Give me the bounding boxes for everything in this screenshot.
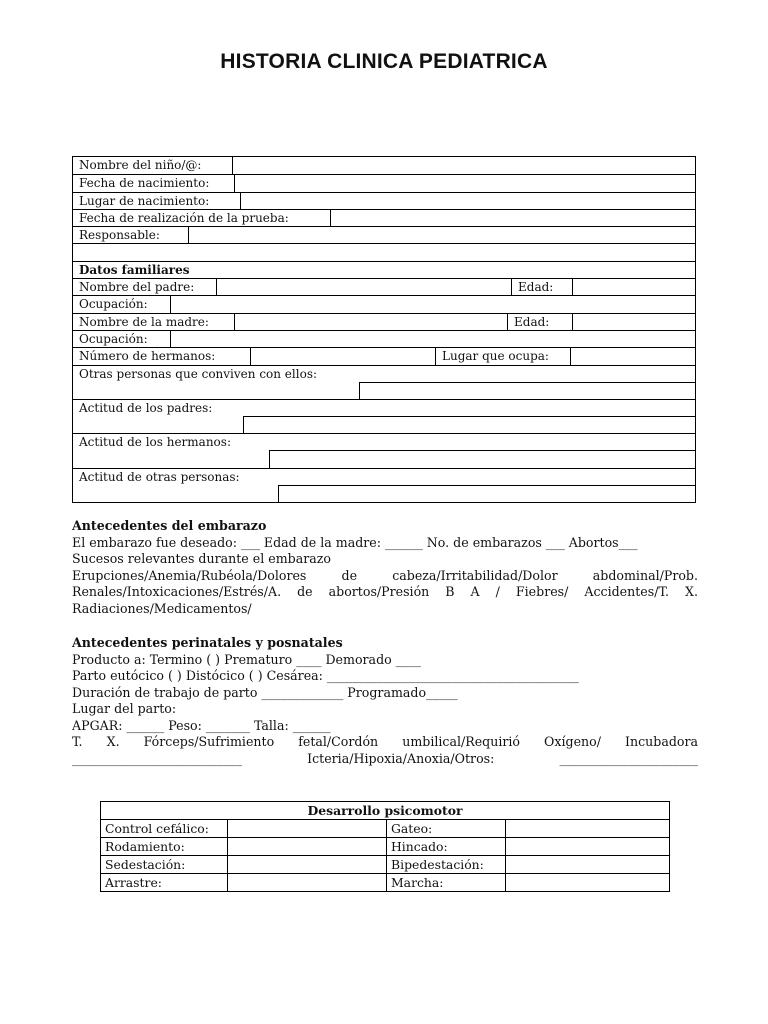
pregnancy-events-list[interactable]: Erupciones/Anemia/Rubéola/Dolores de cabeza/Irritabilidad/Dolor abdominal/Prob. Renales/Intoxicaciones/Estrés/A. de abortos/Presión B A / Fiebres/ Accidentes/T. X. (72, 567, 698, 599)
mother-row (73, 313, 695, 330)
marcha-field[interactable] (506, 874, 670, 892)
father-name-field[interactable] (217, 279, 511, 295)
gateo-field[interactable] (506, 820, 670, 838)
table-row (101, 838, 670, 856)
rodamiento-field[interactable] (228, 838, 387, 856)
others-attitude-row (73, 468, 695, 502)
page-title: HISTORIA CLINICA PEDIATRICA (220, 50, 548, 73)
parents-attitude-label: Actitud de los padres: (79, 400, 213, 415)
patient-data-form (72, 156, 696, 503)
responsible-row (73, 226, 695, 243)
others-attitude-field[interactable] (278, 485, 695, 502)
blank-row (73, 243, 695, 260)
birth-place-row (73, 192, 695, 209)
arrastre-label: Arrastre: (101, 874, 228, 892)
test-date-label: Fecha de realización de la prueba: (73, 210, 331, 226)
perinatal-line-2[interactable]: Parto eutócico ( ) Distócico ( ) Cesárea: ________________________________________ (72, 668, 579, 683)
cohabitants-label: Otras personas que conviven con ellos: (79, 366, 318, 381)
table-row (101, 874, 670, 892)
mother-occupation-field[interactable] (171, 331, 695, 347)
control-cefalico-label: Control cefálico: (101, 820, 228, 838)
perinatal-line-1[interactable]: Producto a: Termino ( ) Prematuro ____ Demorado ____ (72, 651, 421, 667)
birth-date-field[interactable] (235, 175, 695, 191)
perinatal-section (72, 635, 698, 767)
father-age-label: Edad: (511, 279, 573, 295)
birth-date-label: Fecha de nacimiento: (73, 175, 235, 191)
perinatal-line-5[interactable]: APGAR: ______ Peso: _______ Talla: ______ (72, 717, 331, 733)
psychomotor-heading: Desarrollo psicomotor (101, 802, 670, 820)
father-occupation-row (73, 295, 695, 312)
pregnancy-heading: Antecedentes del embarazo (72, 518, 267, 533)
parents-attitude-row (73, 399, 695, 433)
perinatal-line-4[interactable]: Lugar del parto: (72, 701, 177, 716)
birth-place-label: Lugar de nacimiento: (73, 193, 241, 209)
birth-order-field[interactable] (571, 348, 695, 364)
siblings-attitude-row (73, 433, 695, 467)
test-date-field[interactable] (331, 210, 695, 226)
table-row (101, 820, 670, 838)
siblings-row (73, 347, 695, 364)
mother-age-field[interactable] (573, 314, 695, 330)
table-row (101, 856, 670, 874)
siblings-count-field[interactable] (251, 348, 435, 364)
arrastre-field[interactable] (228, 874, 387, 892)
bipedestacion-label: Bipedestación: (387, 856, 506, 874)
perinatal-line-6[interactable]: T. X. Fórceps/Sufrimiento fetal/Cordón umbilical/Requirió Oxígeno/ Incubadora ___________________________ Icteria/Hipoxia/Anoxia/Otros: ______________________ (72, 734, 698, 766)
child-name-label: Nombre del niño/@: (73, 157, 233, 174)
pregnancy-line-4[interactable]: Radiaciones/Medicamentos/ (72, 600, 252, 616)
others-attitude-label: Actitud de otras personas: (79, 469, 240, 484)
gateo-label: Gateo: (387, 820, 506, 838)
child-name-row (73, 157, 695, 174)
bipedestacion-field[interactable] (506, 856, 670, 874)
perinatal-line-3[interactable]: Duración de trabajo de parto _____________ Programado_____ (72, 684, 458, 700)
sedestacion-label: Sedestación: (101, 856, 228, 874)
father-age-field[interactable] (573, 279, 695, 295)
pregnancy-line-2: Sucesos relevantes durante el embarazo (72, 551, 331, 566)
birth-date-row (73, 174, 695, 191)
cohabitants-row (73, 365, 695, 399)
hincado-field[interactable] (506, 838, 670, 856)
marcha-label: Marcha: (387, 874, 506, 892)
perinatal-heading: Antecedentes perinatales y posnatales (72, 635, 343, 650)
child-name-field[interactable] (233, 157, 695, 174)
mother-occupation-label: Ocupación: (73, 331, 171, 347)
father-occupation-label: Ocupación: (73, 296, 171, 312)
siblings-attitude-label: Actitud de los hermanos: (79, 435, 231, 450)
siblings-attitude-field[interactable] (269, 450, 695, 467)
family-heading: Datos familiares (79, 262, 190, 277)
mother-age-label: Edad: (507, 314, 573, 330)
psychomotor-header-row (101, 802, 670, 820)
control-cefalico-field[interactable] (228, 820, 387, 838)
father-name-label: Nombre del padre: (73, 279, 217, 295)
rodamiento-label: Rodamiento: (101, 838, 228, 856)
father-row (73, 278, 695, 295)
siblings-count-label: Número de hermanos: (73, 348, 251, 364)
hincado-label: Hincado: (387, 838, 506, 856)
birth-place-field[interactable] (241, 193, 695, 209)
cohabitants-field[interactable] (359, 382, 695, 399)
father-occupation-field[interactable] (171, 296, 695, 312)
responsible-label: Responsable: (73, 227, 189, 243)
blank-field[interactable] (73, 244, 695, 260)
mother-name-field[interactable] (235, 314, 507, 330)
test-date-row (73, 209, 695, 226)
parents-attitude-field[interactable] (243, 416, 695, 433)
pregnancy-section (72, 518, 698, 617)
mother-name-label: Nombre de la madre: (73, 314, 235, 330)
responsible-field[interactable] (189, 227, 695, 243)
psychomotor-table (100, 801, 670, 892)
birth-order-label: Lugar que ocupa: (435, 348, 571, 364)
mother-occupation-row (73, 330, 695, 347)
sedestacion-field[interactable] (228, 856, 387, 874)
pregnancy-line-1[interactable]: El embarazo fue deseado: ___ Edad de la madre: ______ No. de embarazos ___ Abortos___ (72, 534, 638, 550)
family-heading-row (73, 261, 695, 278)
